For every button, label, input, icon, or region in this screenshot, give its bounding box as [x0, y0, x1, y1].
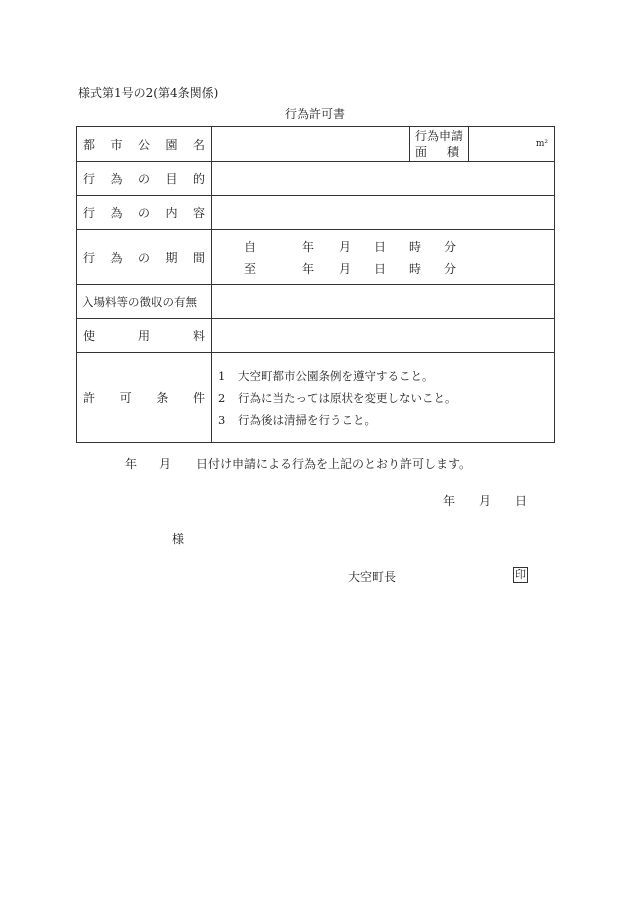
purpose-value[interactable]	[212, 162, 555, 196]
permission-sentence: 年 月 日付け申請による行為を上記のとおり許可します。	[125, 457, 472, 471]
usage-fee-row	[77, 319, 555, 353]
conditions-list	[212, 353, 555, 443]
issue-date: 年 月 日	[443, 494, 528, 508]
condition-item: 1 大空町都市公園条例を遵守すること。	[218, 368, 434, 383]
conditions-row	[77, 353, 555, 443]
condition-item: 2 行為に当たっては原状を変更しないこと。	[218, 390, 457, 405]
park-name-label: 都 市 公 園 名	[77, 127, 212, 162]
park-name-value[interactable]	[212, 127, 410, 162]
document-title: 行為許可書	[284, 107, 345, 121]
recipient-suffix: 様	[172, 532, 185, 546]
condition-item: 3 行為後は清掃を行うこと。	[218, 412, 376, 427]
period-label: 行 為 の 期 間	[77, 230, 212, 285]
area-value[interactable]	[469, 127, 555, 162]
period-to: 至 年 月 日 時 分	[244, 261, 457, 276]
usage-fee-value[interactable]	[212, 319, 555, 353]
usage-fee-label: 使 用 料	[77, 319, 212, 353]
content-label: 行 為 の 内 容	[77, 196, 212, 230]
fee-collection-row	[77, 285, 555, 319]
park-name-row	[77, 127, 555, 162]
period-value[interactable]	[212, 230, 555, 285]
seal-mark: 印	[515, 568, 526, 581]
form-number: 様式第1号の2(第4条関係)	[78, 86, 219, 100]
conditions-label: 許 可 条 件	[77, 353, 212, 443]
permit-table	[76, 126, 555, 443]
issuer-name: 大空町長	[348, 570, 397, 584]
period-from: 自 年 月 日 時 分	[244, 239, 457, 254]
content-value[interactable]	[212, 196, 555, 230]
purpose-row	[77, 162, 555, 196]
area-label: 行為申請 面 積	[410, 127, 469, 162]
purpose-label: 行 為 の 目 的	[77, 162, 212, 196]
area-unit: m²	[535, 139, 548, 149]
content-row	[77, 196, 555, 230]
fee-collection-label: 入場料等の徴収の有無	[77, 285, 212, 319]
fee-collection-value[interactable]	[212, 285, 555, 319]
period-row	[77, 230, 555, 285]
